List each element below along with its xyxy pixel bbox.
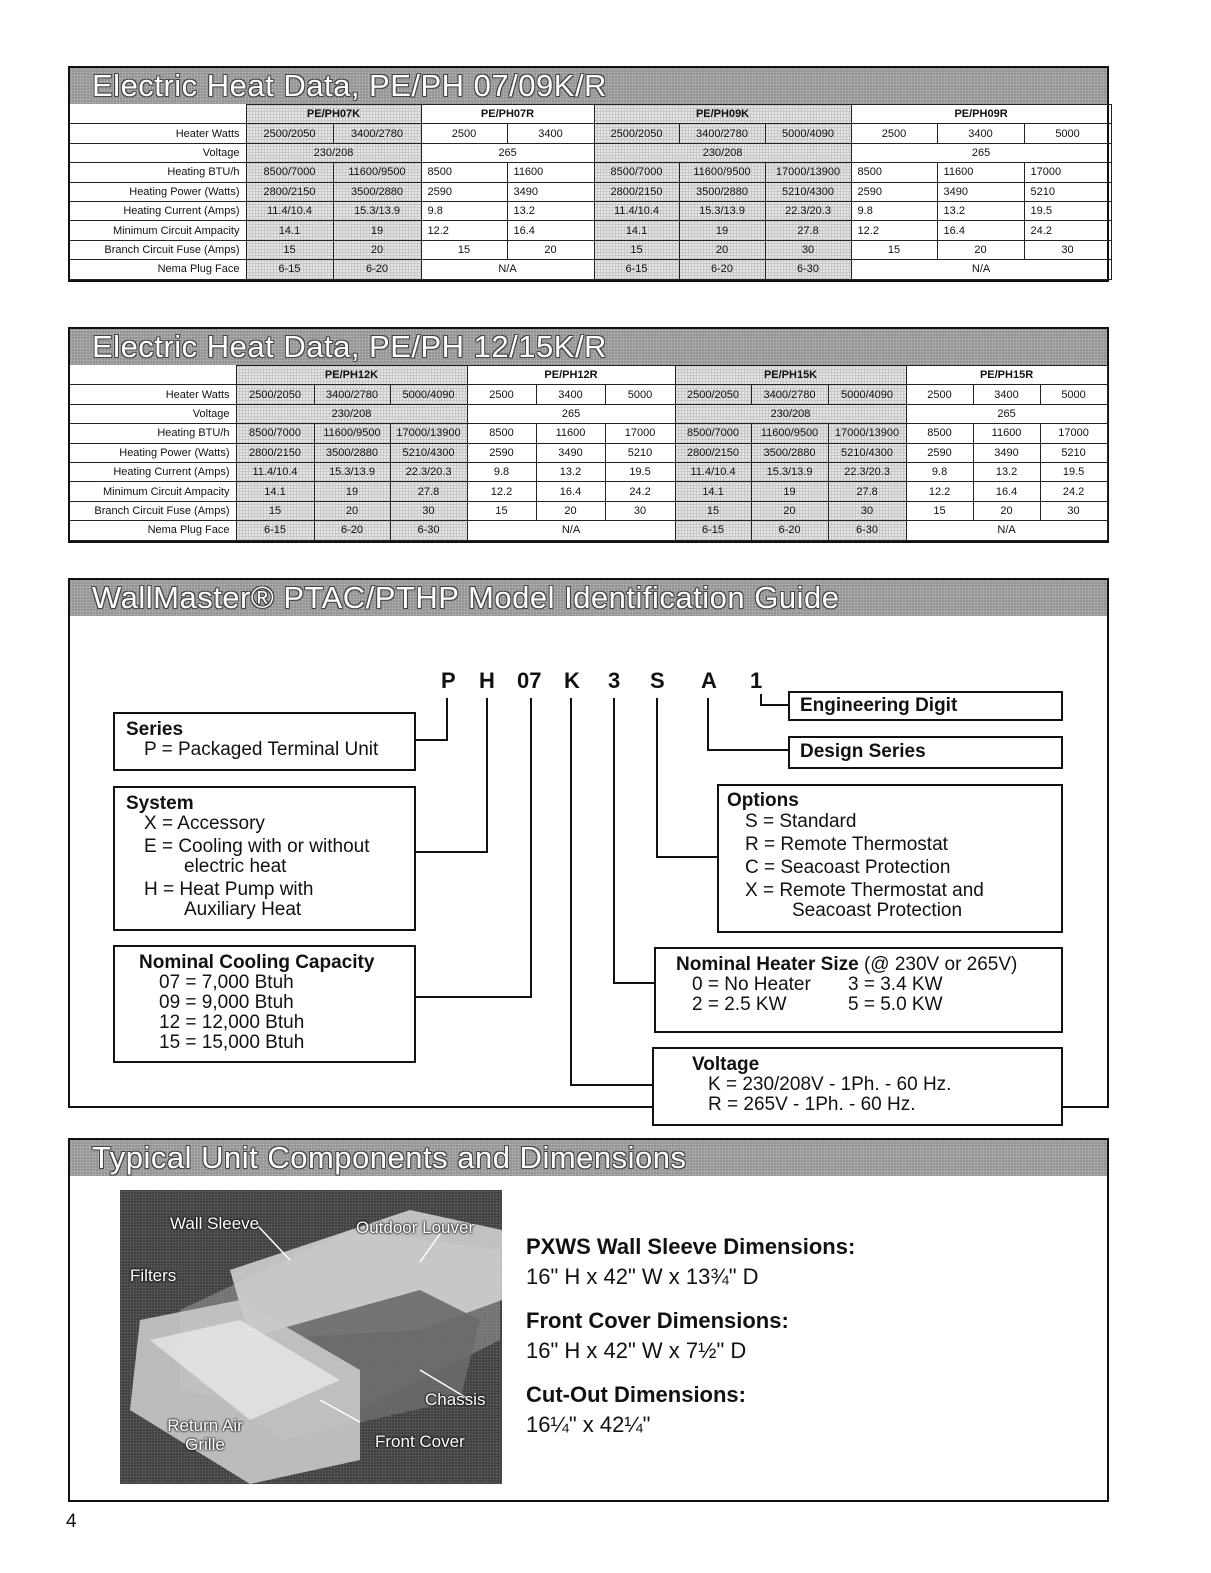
- table-cell: 230/208: [675, 404, 906, 423]
- components-banner: Typical Unit Components and Dimensions: [70, 1140, 1107, 1176]
- table-row: [70, 424, 1107, 443]
- table-row: [70, 221, 1111, 240]
- table-cell: 12.2: [906, 482, 973, 501]
- table-cell: 2500: [467, 385, 536, 404]
- table-cell: 22.3/20.3: [390, 462, 467, 481]
- table-cell: 3400/2780: [314, 385, 390, 404]
- connector-line: [414, 739, 448, 741]
- table-cell: 15.3/13.9: [333, 201, 421, 220]
- table-cell: 17000/13900: [390, 424, 467, 443]
- front-cover-label: Front Cover: [375, 1432, 465, 1451]
- table-cell: 16.4: [973, 482, 1040, 501]
- design-series-box: [788, 736, 1063, 769]
- series-box: [113, 712, 416, 771]
- row-label: Nema Plug Face: [70, 521, 236, 540]
- table-cell: 3400: [973, 385, 1040, 404]
- table-row: [70, 501, 1107, 520]
- table-cell: 13.2: [937, 201, 1024, 220]
- code-char: 07: [517, 668, 542, 693]
- table-cell: 11600/9500: [751, 424, 828, 443]
- table-cell: 9.8: [851, 201, 937, 220]
- heater-title: Nominal Heater Size: [676, 954, 859, 975]
- table-cell: 15.3/13.9: [314, 462, 390, 481]
- heater-title-suffix: (@ 230V or 265V): [863, 954, 1018, 975]
- table-cell: 8500/7000: [236, 424, 314, 443]
- voltage-box: [652, 1047, 1063, 1126]
- table-cell: 15: [467, 501, 536, 520]
- options-line: X = Remote Thermostat and: [745, 880, 984, 901]
- table-cell: 3490: [973, 443, 1040, 462]
- row-label: Voltage: [70, 404, 236, 423]
- table-cell: 3490: [507, 182, 594, 201]
- heater-line: 3 = 3.4 KW: [848, 974, 943, 995]
- options-box: [717, 784, 1063, 933]
- table-cell: 3400: [937, 124, 1024, 143]
- table-cell: 2500/2050: [594, 124, 679, 143]
- table-cell: 230/208: [594, 143, 851, 162]
- table-cell: 2500/2050: [236, 385, 314, 404]
- options-line: S = Standard: [745, 811, 857, 832]
- design-series-label: Design Series: [800, 741, 926, 762]
- engineering-digit-box: [788, 691, 1063, 721]
- table-cell: 5210: [605, 443, 675, 462]
- code-char: H: [479, 668, 495, 693]
- table-cell: 19: [314, 482, 390, 501]
- table-cell: 12.2: [851, 221, 937, 240]
- table-cell: 11600: [937, 163, 1024, 182]
- table-cell: 22.3/20.3: [765, 201, 851, 220]
- table-cell: 2800/2150: [675, 443, 751, 462]
- table-cell: 2590: [421, 182, 507, 201]
- table-cell: 30: [1024, 240, 1111, 259]
- heater-line: 0 = No Heater: [692, 974, 811, 995]
- system-title: System: [126, 793, 194, 814]
- table2-banner: Electric Heat Data, PE/PH 12/15K/R: [70, 329, 1107, 365]
- table-row: [70, 201, 1111, 220]
- table-cell: 5210/4300: [765, 182, 851, 201]
- system-line: E = Cooling with or without: [144, 836, 370, 857]
- table-cell: 6-20: [679, 260, 765, 279]
- table-cell: 11600/9500: [333, 163, 421, 182]
- table1-banner: Electric Heat Data, PE/PH 07/09K/R: [70, 68, 1107, 104]
- table-cell: 3400/2780: [679, 124, 765, 143]
- table-cell: 16.4: [536, 482, 605, 501]
- model-identification-guide: [68, 578, 1109, 1115]
- table-cell: 15.3/13.9: [751, 462, 828, 481]
- table-cell: 14.1: [246, 221, 333, 240]
- table-cell: 19.5: [1040, 462, 1107, 481]
- table-cell: 3400/2780: [751, 385, 828, 404]
- voltage-line: K = 230/208V - 1Ph. - 60 Hz.: [708, 1074, 952, 1095]
- row-label: Minimum Circuit Ampacity: [70, 482, 236, 501]
- table-cell: 265: [467, 404, 675, 423]
- table-cell: 15: [246, 240, 333, 259]
- connector-line: [656, 698, 658, 858]
- table-cell: 3400: [507, 124, 594, 143]
- voltage-line: R = 265V - 1Ph. - 60 Hz.: [708, 1094, 916, 1115]
- row-label: Heating Power (Watts): [70, 443, 236, 462]
- table-cell: 15: [906, 501, 973, 520]
- system-box: [113, 786, 416, 931]
- capacity-line: 09 = 9,000 Btuh: [159, 992, 294, 1013]
- table-cell: 30: [605, 501, 675, 520]
- table-row: [70, 163, 1111, 182]
- table-cell: 5000/4090: [765, 124, 851, 143]
- options-line: Seacoast Protection: [792, 900, 963, 921]
- table-cell: 8500: [467, 424, 536, 443]
- table-cell: 2500: [421, 124, 507, 143]
- table-row: [70, 260, 1111, 279]
- row-label: Heating Current (Amps): [70, 201, 246, 220]
- connector-line: [613, 698, 615, 984]
- table-cell: 24.2: [605, 482, 675, 501]
- table-cell: 14.1: [675, 482, 751, 501]
- table-cell: 27.8: [765, 221, 851, 240]
- cooling-capacity-box: [113, 945, 416, 1063]
- capacity-line: 15 = 15,000 Btuh: [159, 1032, 305, 1053]
- connector-line: [570, 1084, 652, 1086]
- table-cell: 22.3/20.3: [828, 462, 906, 481]
- table-cell: 15.3/13.9: [679, 201, 765, 220]
- table-cell: 230/208: [236, 404, 467, 423]
- table-cell: 265: [906, 404, 1107, 423]
- voltage-title: Voltage: [692, 1054, 760, 1075]
- table-cell: 30: [1040, 501, 1107, 520]
- guide-body: [70, 616, 1107, 1115]
- system-line: Auxiliary Heat: [184, 899, 302, 920]
- model-header: PE/PH07R: [421, 105, 594, 124]
- table-cell: 11600: [507, 163, 594, 182]
- table-cell: 8500: [851, 163, 937, 182]
- options-title: Options: [727, 790, 799, 811]
- row-label: Branch Circuit Fuse (Amps): [70, 240, 246, 259]
- table-cell: 17000: [1024, 163, 1111, 182]
- table-cell: 16.4: [937, 221, 1024, 240]
- row-label: Heater Watts: [70, 124, 246, 143]
- chassis-label: Chassis: [425, 1390, 486, 1409]
- table-cell: 9.8: [906, 462, 973, 481]
- page-number: 4: [66, 1511, 77, 1532]
- system-line: X = Accessory: [144, 813, 265, 834]
- connector-line: [414, 851, 488, 853]
- table-row: [70, 462, 1107, 481]
- dimension-title: Front Cover Dimensions:: [526, 1308, 789, 1333]
- heater-line: 2 = 2.5 KW: [692, 994, 787, 1015]
- filters-label: Filters: [130, 1266, 177, 1285]
- table-cell: 5000/4090: [390, 385, 467, 404]
- table-cell: 6-15: [594, 260, 679, 279]
- system-line: H = Heat Pump with: [144, 879, 314, 900]
- table-cell: 14.1: [594, 221, 679, 240]
- table-cell: 19: [679, 221, 765, 240]
- table-row: [70, 404, 1107, 423]
- table-cell: 6-30: [828, 521, 906, 540]
- table-cell: 20: [507, 240, 594, 259]
- code-char: A: [701, 668, 717, 693]
- table-row: [70, 105, 1111, 124]
- table-cell: 2800/2150: [594, 182, 679, 201]
- table-cell: N/A: [851, 260, 1111, 279]
- table-cell: 6-20: [314, 521, 390, 540]
- table-cell: 3500/2880: [751, 443, 828, 462]
- connector-line: [414, 996, 532, 998]
- table-cell: 8500/7000: [675, 424, 751, 443]
- table-cell: 20: [973, 501, 1040, 520]
- table-cell: 6-20: [751, 521, 828, 540]
- table-cell: 2590: [906, 443, 973, 462]
- table-cell: 230/208: [246, 143, 421, 162]
- return-air-grille-label: Return Air Grille: [167, 1416, 243, 1454]
- table-cell: 3500/2880: [314, 443, 390, 462]
- unit-photo: [120, 1190, 502, 1484]
- table-cell: 5210/4300: [828, 443, 906, 462]
- table-cell: N/A: [467, 521, 675, 540]
- system-line: electric heat: [184, 856, 287, 877]
- connector-line: [707, 749, 790, 751]
- table-cell: 8500/7000: [246, 163, 333, 182]
- table-cell: 12.2: [467, 482, 536, 501]
- series-line: P = Packaged Terminal Unit: [144, 739, 379, 760]
- code-char: 1: [750, 668, 763, 693]
- dimension-value: 16¼" x 42¼": [526, 1412, 651, 1437]
- table-cell: 5000: [1040, 385, 1107, 404]
- table-cell: 6-20: [333, 260, 421, 279]
- table-cell: 19.5: [605, 462, 675, 481]
- table-cell: 2500: [851, 124, 937, 143]
- row-label: Heating Power (Watts): [70, 182, 246, 201]
- table-cell: 13.2: [536, 462, 605, 481]
- table-cell: 3500/2880: [679, 182, 765, 201]
- table-cell: 3490: [937, 182, 1024, 201]
- table-cell: 30: [390, 501, 467, 520]
- table-cell: 2590: [467, 443, 536, 462]
- table-row: [70, 385, 1107, 404]
- table-cell: 6-15: [246, 260, 333, 279]
- table-row: [70, 443, 1107, 462]
- table-cell: 9.8: [421, 201, 507, 220]
- table-cell: 8500/7000: [594, 163, 679, 182]
- table-cell: 3500/2880: [333, 182, 421, 201]
- table-cell: 11.4/10.4: [246, 201, 333, 220]
- table-cell: 15: [851, 240, 937, 259]
- table-cell: 3490: [536, 443, 605, 462]
- table-cell: 2500/2050: [246, 124, 333, 143]
- table-cell: 13.2: [973, 462, 1040, 481]
- table-cell: 14.1: [236, 482, 314, 501]
- table-cell: 20: [937, 240, 1024, 259]
- outdoor-louver-label: Outdoor Louver: [356, 1218, 475, 1237]
- table-cell: 8500: [421, 163, 507, 182]
- table-cell: 11600/9500: [314, 424, 390, 443]
- table-cell: 30: [765, 240, 851, 259]
- heat-data-table-12-15: [68, 327, 1109, 543]
- table-cell: 2590: [851, 182, 937, 201]
- heat-table-2: [70, 365, 1108, 541]
- capacity-title: Nominal Cooling Capacity: [139, 952, 375, 973]
- table-cell: N/A: [906, 521, 1107, 540]
- table-cell: 30: [828, 501, 906, 520]
- table-cell: 19: [333, 221, 421, 240]
- table-cell: 11600: [536, 424, 605, 443]
- series-title: Series: [126, 719, 184, 740]
- table-cell: 5000: [1024, 124, 1111, 143]
- table-row: [70, 182, 1111, 201]
- table-cell: 20: [333, 240, 421, 259]
- table-cell: 19: [751, 482, 828, 501]
- model-header: PE/PH12R: [467, 366, 675, 385]
- heat-data-table-07-09: [68, 66, 1109, 282]
- capacity-line: 07 = 7,000 Btuh: [159, 972, 294, 993]
- row-label: Minimum Circuit Ampacity: [70, 221, 246, 240]
- table-cell: 265: [421, 143, 594, 162]
- table-cell: 12.2: [421, 221, 507, 240]
- dimension-title: PXWS Wall Sleeve Dimensions:: [526, 1234, 856, 1259]
- table-cell: 15: [236, 501, 314, 520]
- model-header: PE/PH15K: [675, 366, 906, 385]
- connector-line: [530, 698, 532, 998]
- table-cell: 20: [536, 501, 605, 520]
- heater-size-box: [654, 947, 1063, 1033]
- table-cell: 19.5: [1024, 201, 1111, 220]
- connector-line: [446, 698, 448, 741]
- unit-components-section: [68, 1138, 1109, 1502]
- table-cell: 2500: [906, 385, 973, 404]
- row-label: Branch Circuit Fuse (Amps): [70, 501, 236, 520]
- table-cell: 2500/2050: [675, 385, 751, 404]
- table-row: [70, 521, 1107, 540]
- table-cell: 2800/2150: [246, 182, 333, 201]
- connector-line: [613, 982, 655, 984]
- table-cell: 11.4/10.4: [675, 462, 751, 481]
- connector-line: [760, 704, 790, 706]
- table-cell: 20: [314, 501, 390, 520]
- table-row: [70, 143, 1111, 162]
- row-label: Voltage: [70, 143, 246, 162]
- components-body: [70, 1176, 1107, 1500]
- options-line: C = Seacoast Protection: [745, 857, 951, 878]
- wall-sleeve-label: Wall Sleeve: [170, 1214, 260, 1233]
- table-cell: 17000: [1040, 424, 1107, 443]
- row-label: Heating BTU/h: [70, 424, 236, 443]
- table-cell: 11.4/10.4: [594, 201, 679, 220]
- table-cell: 16.4: [507, 221, 594, 240]
- table-cell: 11600/9500: [679, 163, 765, 182]
- guide-banner: WallMaster® PTAC/PTHP Model Identification Guide: [70, 580, 1107, 616]
- table-cell: 20: [751, 501, 828, 520]
- row-label: Heater Watts: [70, 385, 236, 404]
- dimension-value: 16" H x 42" W x 13¾" D: [526, 1264, 759, 1289]
- table-cell: 27.8: [828, 482, 906, 501]
- code-char: S: [650, 668, 665, 693]
- connector-line: [656, 856, 718, 858]
- model-header: PE/PH15R: [906, 366, 1107, 385]
- table-cell: 17000/13900: [828, 424, 906, 443]
- table-cell: 3400/2780: [333, 124, 421, 143]
- table-cell: 265: [851, 143, 1111, 162]
- table-cell: 24.2: [1040, 482, 1107, 501]
- dimension-value: 16" H x 42" W x 7½" D: [526, 1338, 747, 1363]
- row-label: Heating Current (Amps): [70, 462, 236, 481]
- table-cell: 5210: [1040, 443, 1107, 462]
- table-row: [70, 482, 1107, 501]
- table-cell: 6-30: [390, 521, 467, 540]
- model-header: PE/PH12K: [236, 366, 467, 385]
- table-cell: 5000/4090: [828, 385, 906, 404]
- engineering-digit-label: Engineering Digit: [800, 695, 958, 716]
- table-cell: 15: [675, 501, 751, 520]
- table-cell: 24.2: [1024, 221, 1111, 240]
- table-cell: 6-30: [765, 260, 851, 279]
- heater-line: 5 = 5.0 KW: [848, 994, 943, 1015]
- table-cell: 27.8: [390, 482, 467, 501]
- code-char: K: [564, 668, 580, 693]
- dimensions-list: [526, 1234, 855, 1438]
- code-char: 3: [608, 668, 621, 693]
- table-cell: 11600: [973, 424, 1040, 443]
- row-label: Heating BTU/h: [70, 163, 246, 182]
- table-cell: 3400: [536, 385, 605, 404]
- model-header: PE/PH09K: [594, 105, 851, 124]
- table-cell: 6-15: [675, 521, 751, 540]
- code-char: P: [441, 668, 456, 693]
- connector-line: [486, 698, 488, 853]
- table-cell: 15: [421, 240, 507, 259]
- table-cell: 17000: [605, 424, 675, 443]
- heat-table-1: [70, 104, 1112, 280]
- options-line: R = Remote Thermostat: [745, 834, 948, 855]
- table-cell: 20: [679, 240, 765, 259]
- connector-line: [707, 698, 709, 751]
- table-cell: 5000: [605, 385, 675, 404]
- connector-line: [570, 698, 572, 1086]
- table-row: [70, 240, 1111, 259]
- table-cell: 5210/4300: [390, 443, 467, 462]
- model-header: PE/PH07K: [246, 105, 421, 124]
- table-cell: N/A: [421, 260, 594, 279]
- table-row: [70, 124, 1111, 143]
- table-cell: 8500: [906, 424, 973, 443]
- table-cell: 5210: [1024, 182, 1111, 201]
- table-cell: 13.2: [507, 201, 594, 220]
- table-cell: 9.8: [467, 462, 536, 481]
- dimension-title: Cut-Out Dimensions:: [526, 1382, 746, 1407]
- table-row: [70, 366, 1107, 385]
- table-cell: 2800/2150: [236, 443, 314, 462]
- row-label: Nema Plug Face: [70, 260, 246, 279]
- table-cell: 6-15: [236, 521, 314, 540]
- table-cell: 15: [594, 240, 679, 259]
- table-cell: 11.4/10.4: [236, 462, 314, 481]
- model-header: PE/PH09R: [851, 105, 1111, 124]
- table-cell: 17000/13900: [765, 163, 851, 182]
- capacity-line: 12 = 12,000 Btuh: [159, 1012, 305, 1033]
